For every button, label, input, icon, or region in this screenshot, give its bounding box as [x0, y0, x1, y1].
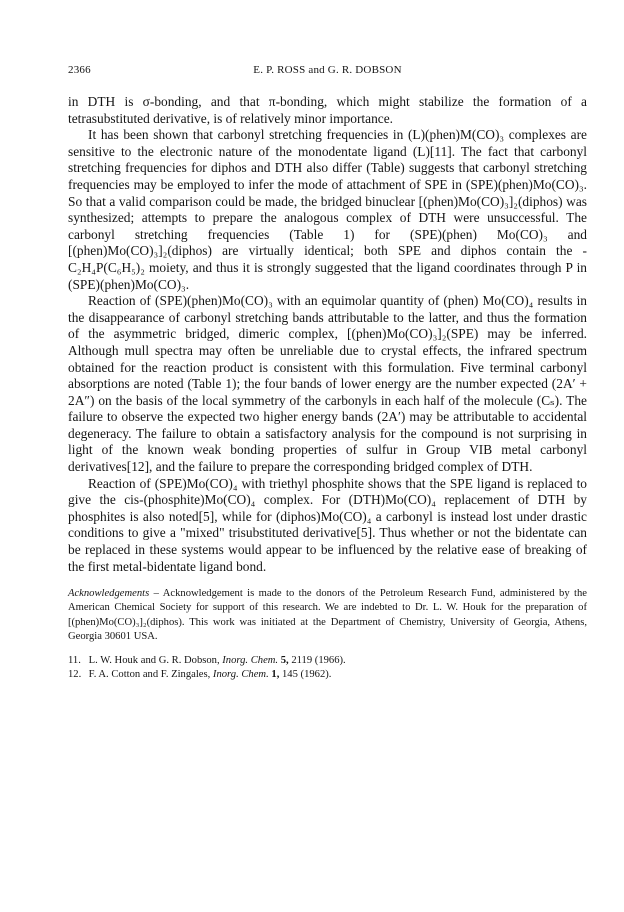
body-text — [68, 94, 587, 575]
paragraph: It has been shown that carbonyl stretching frequencies in (L)(phen)M(CO)₃ complexes are sensitive to the electronic nature of the monodentate ligand (L)[11]. The fact that carbonyl stretching frequencies for diphos and DTH also differ (Table) suggests that carbonyl stretching frequencies may be employed to infer the mode of attachment of SPE in (SPE)(phen)Mo(CO)₃. So that a valid comparison could be made, the bridged binuclear [(phen)Mo(CO)₃]₂(diphos) was synthesized; attempts to prepare the analogous complex of DTH were unsuccessful. The carbonyl stretching frequencies (Table 1) for (SPE)(phen) Mo(CO)₃ and [(phen)Mo(CO)₃]₂(diphos) are virtually identical; both SPE and diphos contain the -C₂H₄P(C₆H₅)₂ moiety, and thus it is strongly suggested that the ligand coordinates through P in (SPE)(phen)Mo(CO)₃. — [68, 127, 587, 292]
reference-pages: 145 (1962). — [282, 669, 332, 681]
paragraph: Reaction of (SPE)(phen)Mo(CO)₃ with an equimolar quantity of (phen) Mo(CO)₄ results in the disappearance of carbonyl stretching bands attributable to the latter, and thus the formation of the asymmetric bridged, dimeric complex, [(phen)Mo(CO)₃]₂(SPE) may be inferred. Although mull spectra may often be unreliable due to crystal effects, the infrared spectrum obtained for the reaction product is consistent with this formulation. Five terminal carbonyl absorptions are noted (Table 1); the four bands of lower energy are the number expected (2A′ + 2A″) on the basis of the local symmetry of the carbonyls in each half of the molecule (Cₛ). The failure to observe the expected two higher energy bands (2A′) may be attributable to accidental degeneracy. The failure to obtain a satisfactory analysis for the compound is not surprising in light of the known weak bonding properties of sulfur in Group VIB metal carbonyl derivatives[12], and the failure to prepare the corresponding bridged complex of DTH. — [68, 293, 587, 475]
page-number: 2366 — [68, 64, 91, 76]
running-header — [68, 64, 587, 82]
acknowledgements — [68, 587, 587, 644]
running-title: E. P. ROSS and G. R. DOBSON — [253, 64, 402, 76]
acknowledgements-text: Acknowledgement is made to the donors of the Petroleum Research Fund, administered by the American Chemical Society for support of this research. We are indebted to Dr. L. W. Houk for the preparation of [(phen)Mo(CO)₃]₂(diphos). This work was initiated at the Department of Chemistry, University of Georgia, Athens, Georgia 30601 USA. — [68, 588, 587, 642]
page — [68, 64, 587, 682]
paragraph-continuation: in DTH is σ-bonding, and that π-bonding, which might stabilize the formation of a tetrasubstituted derivative, is of relatively minor importance. — [68, 94, 587, 126]
reference-authors: L. W. Houk and G. R. Dobson, — [88, 655, 220, 667]
reference-pages: 2119 (1966). — [291, 655, 346, 667]
reference-volume: 5, — [280, 655, 289, 667]
reference-item — [68, 654, 587, 668]
reference-item — [68, 668, 587, 682]
reference-authors: F. A. Cotton and F. Zingales, — [88, 669, 211, 681]
reference-journal: Inorg. Chem. — [222, 655, 279, 667]
reference-volume: 1, — [271, 669, 280, 681]
paragraph: Reaction of (SPE)Mo(CO)₄ with triethyl phosphite shows that the SPE ligand is replaced to give the cis-(phosphite)Mo(CO)₄ complex. For (DTH)Mo(CO)₄ replacement of DTH by phosphites is also noted[5], while for (diphos)Mo(CO)₄ a carbonyl is instead lost under drastic conditions to give a "mixed" trisubstituted derivative[5]. Thus whether or not the bidentate can be replaced in these systems would appear to be influenced by the relative ease of breaking of the first metal-bidentate ligand bond. — [68, 475, 587, 574]
reference-number: 11. — [68, 655, 81, 667]
acknowledgements-label: Acknowledgements – — [68, 588, 159, 600]
reference-list — [68, 654, 587, 682]
reference-journal: Inorg. Chem. — [212, 669, 269, 681]
reference-number: 12. — [68, 669, 82, 681]
